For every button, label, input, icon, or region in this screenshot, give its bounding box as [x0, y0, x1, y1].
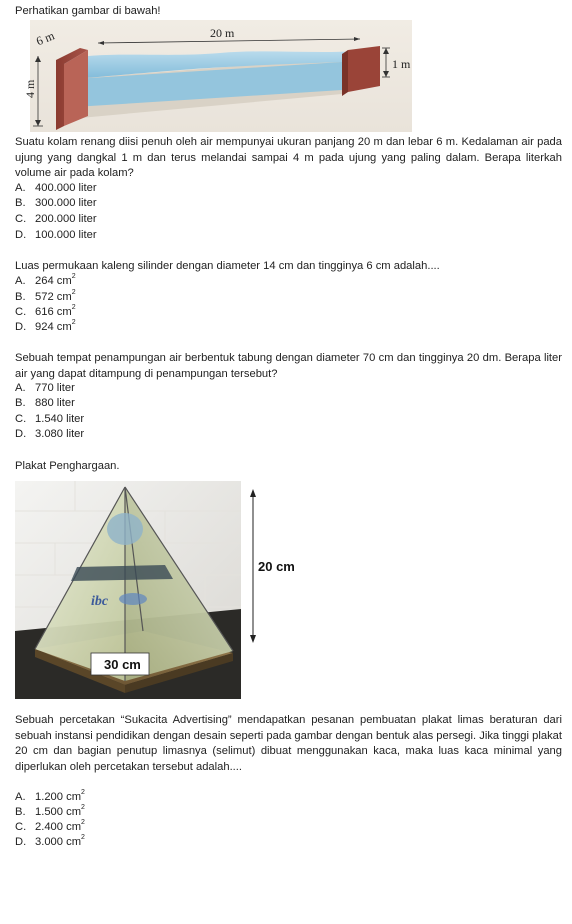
q4-intro: Plakat Penghargaan. [15, 460, 120, 472]
q1-option-d[interactable] [15, 228, 97, 244]
q3-question: Sebuah tempat penampungan air berbentuk tabung dengan diameter 70 cm dan tingginya 20 dm. Berapa liter air yang dapat ditampung di penampungan tersebut? [15, 352, 562, 380]
q4-option-c[interactable] [15, 820, 85, 836]
q4-question: Sebuah percetakan “Sukacita Advertising” mendapatkan pesanan pembuatan plakat limas beraturan dari sebuah instansi pendidikan dengan desain seperti pada gambar dengan bentuk alas persegi. Jika tinggi plakat 20 cm dan bagian penutup limasnya (selimut) dibuat menggunakan kaca, maka luas kaca minimal yang diperlukan oleh percetakan tersebut adalah.... [15, 714, 562, 773]
option-text: 616 cm [35, 306, 72, 318]
q1-option-a[interactable] [15, 181, 97, 197]
option-text: 1.200 cm [35, 791, 82, 803]
q2-option-c[interactable] [15, 305, 76, 321]
option-letter: A. [15, 791, 26, 803]
shallow-end-wall-side [342, 50, 348, 96]
length-label: 20 m [210, 26, 235, 40]
q4-option-d[interactable] [15, 835, 85, 851]
q4-option-a[interactable] [15, 790, 85, 806]
option-text: 100.000 liter [35, 229, 97, 241]
option-letter: C. [15, 213, 27, 225]
option-letter: D. [15, 836, 27, 848]
q2-question: Luas permukaan kaleng silinder dengan diameter 14 cm dan tingginya 6 cm adalah.... [15, 260, 440, 272]
option-letter: A. [15, 182, 26, 194]
option-superscript: 2 [81, 789, 85, 797]
width-label: 6 m [34, 28, 57, 49]
option-letter: A. [15, 382, 26, 394]
option-letter: D. [15, 229, 27, 241]
q2-option-b[interactable] [15, 290, 76, 306]
q1-intro: Perhatikan gambar di bawah! [15, 5, 161, 17]
option-letter: B. [15, 806, 26, 818]
height-arrow-head-top [250, 489, 256, 497]
q1-option-b[interactable] [15, 196, 97, 212]
q3-option-b[interactable] [15, 396, 75, 412]
option-text: 3.080 liter [35, 428, 85, 440]
option-letter: B. [15, 291, 26, 303]
option-text: 770 liter [35, 382, 75, 394]
option-letter: C. [15, 821, 27, 833]
q3-option-c[interactable] [15, 412, 84, 428]
option-letter: C. [15, 413, 27, 425]
deep-depth-label: 4 m [23, 79, 37, 98]
logo-swoosh [119, 593, 147, 605]
plaque-figure [15, 481, 305, 699]
option-text: 200.000 liter [35, 213, 97, 225]
q3-option-a[interactable] [15, 381, 75, 397]
plaque-band [71, 565, 173, 581]
option-superscript: 2 [71, 304, 76, 312]
base-label: 30 cm [104, 657, 141, 672]
option-text: 1.540 liter [35, 413, 85, 425]
pool-figure [23, 20, 412, 132]
option-text: 400.000 liter [35, 182, 97, 194]
option-superscript: 2 [71, 273, 76, 281]
option-superscript: 2 [71, 289, 76, 297]
q1-question: Suatu kolam renang diisi penuh oleh air mempunyai ukuran panjang 20 m dan lebar 6 m. Kedalaman air pada ujung yang dangkal 1 m dan terus melandai sampai 4 m pada ujung yang paling dalam. Berapa literkah volume air pada kolam? [15, 136, 562, 179]
q4-option-b[interactable] [15, 805, 85, 821]
ibc-logo: ibc [91, 594, 109, 609]
option-superscript: 2 [71, 319, 76, 327]
option-text: 3.000 cm [35, 836, 82, 848]
option-letter: C. [15, 306, 27, 318]
height-arrow-head-bottom [250, 635, 256, 643]
shallow-depth-label: 1 m [392, 57, 411, 71]
q3-option-d[interactable] [15, 427, 84, 443]
option-superscript: 2 [81, 804, 85, 812]
option-letter: B. [15, 197, 26, 209]
option-superscript: 2 [81, 819, 85, 827]
option-letter: D. [15, 428, 27, 440]
option-letter: D. [15, 321, 27, 333]
height-label: 20 cm [258, 559, 295, 574]
q2-option-d[interactable] [15, 320, 76, 336]
option-text: 2.400 cm [35, 821, 82, 833]
q1-option-c[interactable] [15, 212, 97, 228]
globe-emblem [107, 513, 143, 545]
option-text: 1.500 cm [35, 806, 82, 818]
q2-option-a[interactable] [15, 274, 76, 290]
option-text: 924 cm [35, 321, 72, 333]
option-letter: A. [15, 275, 26, 287]
option-text: 300.000 liter [35, 197, 97, 209]
option-text: 572 cm [35, 291, 72, 303]
option-text: 880 liter [35, 397, 75, 409]
shallow-end-wall [348, 46, 380, 92]
option-text: 264 cm [35, 275, 72, 287]
option-letter: B. [15, 397, 26, 409]
option-superscript: 2 [81, 834, 85, 842]
